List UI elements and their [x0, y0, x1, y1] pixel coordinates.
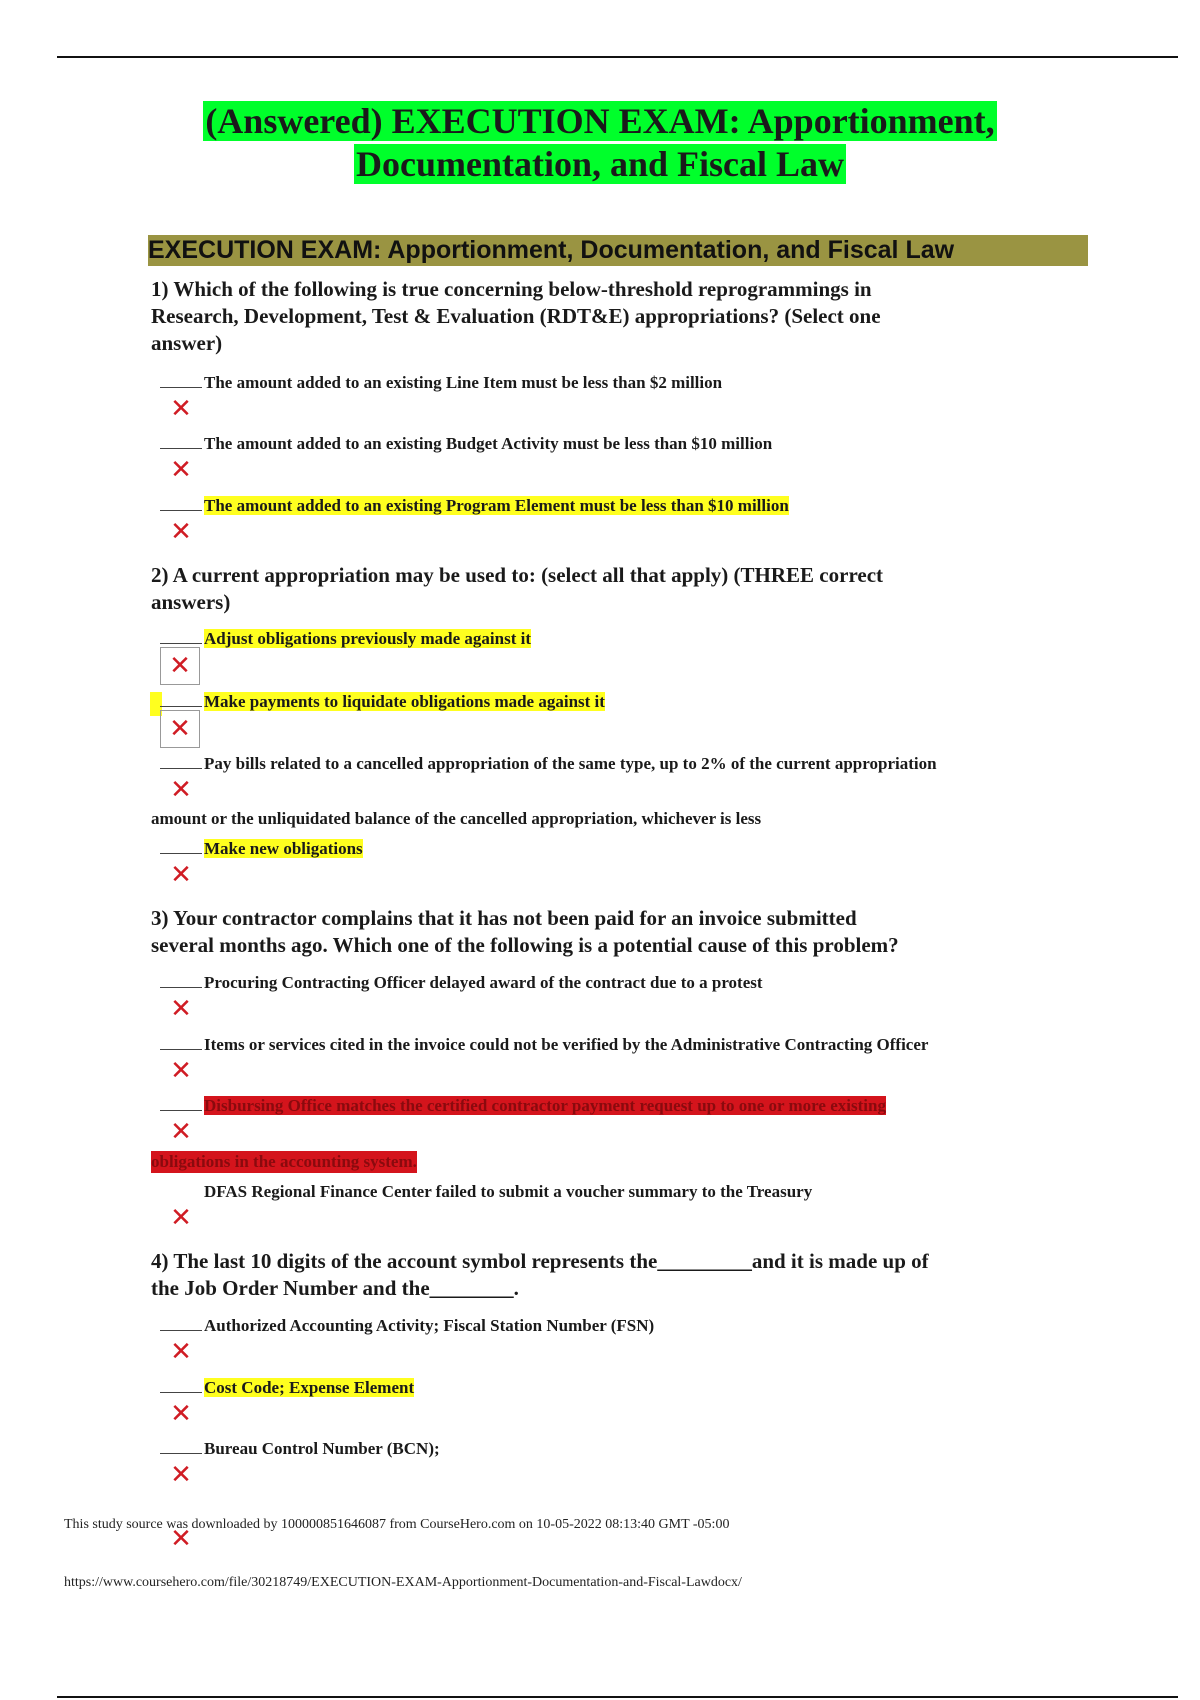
close-icon: ✕	[170, 775, 192, 805]
close-icon: ✕	[170, 860, 192, 890]
option-text: The amount added to an existing Budget Activity must be less than $10 million	[204, 434, 773, 453]
section-heading: EXECUTION EXAM: Apportionment, Documentation, and Fiscal Law	[148, 235, 1088, 266]
answer-blank	[160, 372, 202, 388]
answer-blank	[160, 1438, 202, 1454]
question-3	[151, 905, 1051, 959]
answer-option[interactable]	[160, 372, 1120, 394]
option-text-correct: Adjust obligations previously made against it	[204, 629, 531, 648]
answer-blank	[160, 1377, 202, 1393]
download-note: This study source was downloaded by 100000851646087 from CourseHero.com on 10-05-2022 08:13:40 GMT -05:00	[64, 1517, 730, 1532]
answer-blank	[160, 1034, 202, 1050]
option-text-correct: Make new obligations	[204, 839, 363, 858]
answer-blank	[160, 1315, 202, 1331]
close-icon: ✕	[170, 1524, 192, 1554]
title-line-1: (Answered) EXECUTION EXAM: Apportionment,	[205, 101, 995, 141]
question-1	[151, 276, 1051, 357]
close-icon: ✕	[160, 710, 200, 748]
close-icon: ✕	[170, 994, 192, 1024]
question-line: 3) Your contractor complains that it has not been paid for an invoice submitted	[151, 906, 857, 930]
close-icon: ✕	[170, 1337, 192, 1367]
option-text: The amount added to an existing Line Item must be less than $2 million	[204, 373, 723, 392]
bottom-rule	[57, 1696, 1178, 1698]
option-text-continuation: obligations in the accounting system.	[151, 1152, 417, 1171]
question-line: Research, Development, Test & Evaluation (RDT&E) appropriations? (Select one	[151, 304, 881, 328]
answer-option[interactable]	[160, 495, 1120, 517]
answer-option[interactable]	[160, 1095, 1120, 1117]
option-text: Authorized Accounting Activity; Fiscal Station Number (FSN)	[204, 1316, 655, 1335]
close-icon: ✕	[170, 517, 192, 547]
source-url[interactable]: https://www.coursehero.com/file/30218749/EXECUTION-EXAM-Apportionment-Documentation-and-Fiscal-Lawdocx/	[64, 1575, 742, 1590]
question-line: 4) The last 10 digits of the account symbol represents the_________and it is made up of	[151, 1249, 929, 1273]
question-line: several months ago. Which one of the following is a potential cause of this problem?	[151, 933, 899, 957]
close-icon: ✕	[170, 455, 192, 485]
answer-blank	[160, 691, 202, 707]
question-line: 1) Which of the following is true concerning below-threshold reprogrammings in	[151, 277, 872, 301]
option-text: Procuring Contracting Officer delayed award of the contract due to a protest	[204, 973, 763, 992]
answer-blank	[160, 1095, 202, 1111]
answer-option[interactable]	[160, 691, 1120, 713]
answer-blank	[160, 495, 202, 511]
close-icon: ✕	[170, 1056, 192, 1086]
answer-blank	[160, 838, 202, 854]
answer-option[interactable]	[160, 1315, 1120, 1337]
option-text: Pay bills related to a cancelled appropriation of the same type, up to 2% of the current appropriation	[204, 754, 937, 773]
answer-blank	[160, 433, 202, 449]
question-line: 2) A current appropriation may be used to: (select all that apply) (THREE correct	[151, 563, 884, 587]
option-text-correct: The amount added to an existing Program Element must be less than $10 million	[204, 496, 789, 515]
answer-blank	[160, 628, 202, 644]
answer-option[interactable]	[160, 1034, 1120, 1056]
option-text-continuation: amount or the unliquidated balance of the cancelled appropriation, whichever is less	[151, 809, 762, 828]
close-icon: ✕	[170, 1117, 192, 1147]
option-text-wrong: Disbursing Office matches the certified contractor payment request up to one or more existing	[204, 1096, 886, 1115]
answer-option[interactable]	[160, 628, 1120, 650]
answer-option[interactable]	[160, 1181, 1120, 1203]
question-2	[151, 562, 1051, 616]
close-icon: ✕	[170, 1203, 192, 1233]
answer-blank	[160, 972, 202, 988]
answer-option[interactable]	[160, 433, 1120, 455]
question-4	[151, 1248, 1051, 1302]
answer-option[interactable]	[160, 972, 1120, 994]
answer-option[interactable]	[160, 1438, 1120, 1460]
question-line: the Job Order Number and the________.	[151, 1276, 519, 1300]
option-text: DFAS Regional Finance Center failed to submit a voucher summary to the Treasury	[204, 1182, 813, 1201]
answer-blank	[160, 1181, 202, 1197]
option-text-correct: Cost Code; Expense Element	[204, 1378, 415, 1397]
page-title	[0, 100, 1200, 186]
option-text: Items or services cited in the invoice could not be verified by the Administrative Contracting Officer	[204, 1035, 929, 1054]
answer-option[interactable]	[160, 838, 1120, 860]
close-icon: ✕	[160, 647, 200, 685]
close-icon: ✕	[170, 1399, 192, 1429]
top-rule	[57, 56, 1178, 58]
close-icon: ✕	[170, 394, 192, 424]
question-line: answer)	[151, 331, 223, 355]
title-line-2: Documentation, and Fiscal Law	[355, 144, 845, 184]
option-text: Bureau Control Number (BCN);	[204, 1439, 440, 1458]
answer-option[interactable]	[160, 753, 1120, 775]
question-line: answers)	[151, 590, 231, 614]
answer-blank	[160, 753, 202, 769]
close-icon: ✕	[170, 1460, 192, 1490]
answer-option[interactable]	[160, 1377, 1120, 1399]
option-text-correct: Make payments to liquidate obligations made against it	[204, 692, 605, 711]
